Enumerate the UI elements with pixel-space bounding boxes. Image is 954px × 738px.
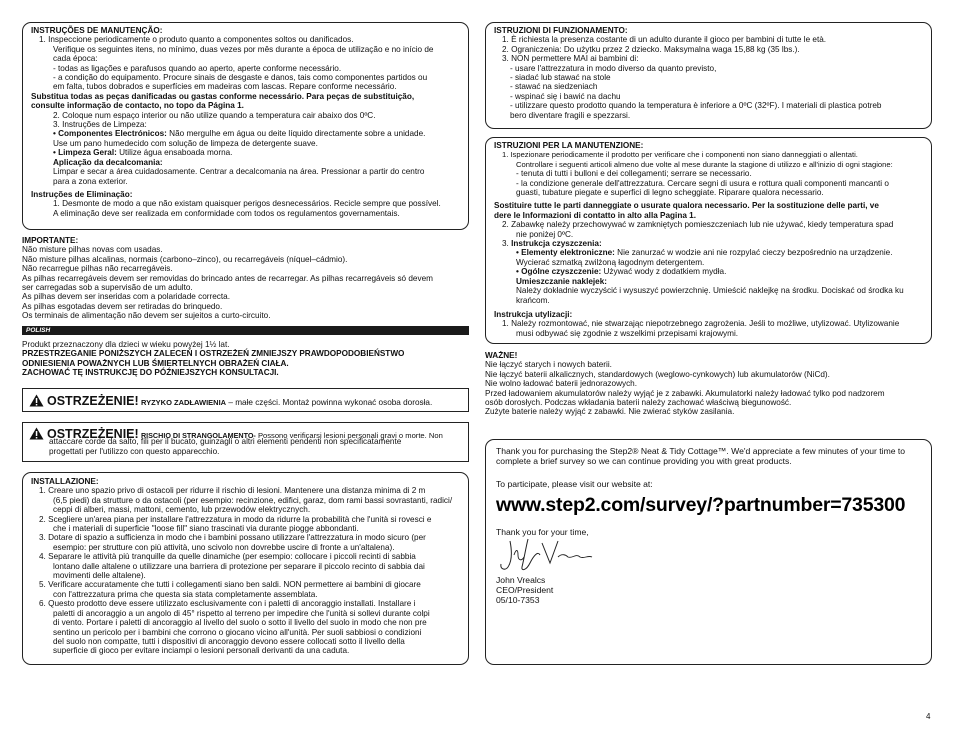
pl-maint-line: musi odbywać się zgodnie z wszelkimi przepisami krajowymi. xyxy=(516,328,739,338)
it-operating-box xyxy=(485,22,932,129)
it-maintenance-box xyxy=(485,137,932,344)
it-inst-line: 4. Separare le attività più tranquille da quelle dinamiche (per esempio: collocare i piccoli recinti di sabbia xyxy=(39,552,416,562)
it-func-line: 2. Ograniczenia: Do użytku przez 2 dziecko. Maksymalna waga 15,88 kg (35 lbs.). xyxy=(502,44,800,54)
it-func-line: - usare l'attrezzatura in modo diverso da quanto previsto, xyxy=(510,63,717,73)
pt-maint-line: Use um pano humedecido com solução de limpeza de detergente suave. xyxy=(53,138,318,148)
pt-maint-line: 1. Desmonte de modo a que não existam quaisquer perigos desnecessários. Recicle sempre que possível. xyxy=(53,199,441,209)
it-func-line: 1. È richiesta la presenza costante di un adulto durante il gioco per bambini di tutte le età. xyxy=(502,35,827,45)
pt-maint-line xyxy=(31,148,460,157)
pl-important-line: Nie wolno ładować baterii jednorazowych. xyxy=(485,379,638,389)
page-number: 4 xyxy=(926,712,931,721)
pl-disposal-title: Instrukcja utylizacji: xyxy=(494,309,573,319)
it-inst-line: lontano dalle altalene o utilizzare una barriera di protezione per separare il piccolo recinto di sabbia dai xyxy=(53,561,425,571)
warning-title: OSTRZEŻENIE! xyxy=(47,394,139,408)
pt-maint-line: Substitua todas as peças danificadas ou gastas conforme necessário. Para peças de substituição, xyxy=(31,91,415,101)
pl-maint-line xyxy=(494,267,923,276)
pt-maint-line: - a condição do equipamento. Procure sinais de desgaste e danos, tais como componentes partidos ou xyxy=(53,73,428,83)
warning-subtitle: RYZYKO ZADŁAWIENIA xyxy=(140,398,227,407)
pl-maint-line: Sostituire tutte le parti danneggiate o usurate qualora necessario. Per la sostituzione delle parti, ve xyxy=(494,201,879,211)
survey-intro-line: complete a brief survey so we can continue providing you with great products. xyxy=(496,456,792,466)
it-inst-line: 5. Verificare accuratamente che tutti i collegamenti siano ben saldi. NON permettere ai bambini di giocare xyxy=(39,580,421,590)
pt-maint-line xyxy=(31,129,460,138)
polish-intro-line: Produkt przeznaczony dla dzieci w wieku powyżej 1½ lat. xyxy=(22,340,230,349)
warning2-line: progettati per l'utilizzo con questo apparecchio. xyxy=(49,446,220,456)
pt-maint-line: em falta, tubos dobrados e superfícies em madeiras com lascas. Repare conforme necessário. xyxy=(53,82,397,92)
signature xyxy=(496,537,636,575)
pt-important-line: Não misture pilhas alcalinas, normais (carbono–zinco), ou recarregáveis (níquel–cádmio). xyxy=(22,254,348,264)
pt-maint-line: A eliminação deve ser realizada em conformidade com todos os regulamentos governamentais. xyxy=(53,208,400,218)
pt-maint-line: Limpar e secar a área cuidadosamente. Centrar a decalcomania na área. Pressionar a partir do centro xyxy=(53,167,425,177)
pl-maint-line: dere le Informazioni di contatto in alto alla Pagina 1. xyxy=(494,210,696,220)
signer-name: John Vrealcs xyxy=(496,575,546,585)
pl-electronics-label: • Elementy elektroniczne: xyxy=(516,248,615,258)
pt-important-title: IMPORTANTE: xyxy=(22,236,79,245)
pl-important-section xyxy=(485,351,932,417)
warning-text: – małe części. Montaż powinna wykonać osoba dorosła. xyxy=(226,398,433,407)
survey-intro-line: Thank you for purchasing the Step2® Neat & Tidy Cottage™. We'd appreciate a few minutes of your time to xyxy=(496,446,906,456)
choking-warning-box xyxy=(22,388,469,412)
signer-role: CEO/President xyxy=(496,585,554,595)
it-inst-line: di vento. Portare i paletti di ancoraggio al livello del suolo o sotto il livello del suolo in modo che non pre xyxy=(53,618,427,628)
survey-box xyxy=(485,439,932,665)
pt-important-line: As pilhas esgotadas devem ser retiradas do brinquedo. xyxy=(22,301,223,311)
pl-maint-line: Controllare i seguenti articoli almeno due volte al mese durante la stagione di utilizzo e all'inizio di ogni stagione: xyxy=(516,159,893,169)
warning2-line: attaccare corde da salto, fili per il bucato, guinzagli o altri elementi pendenti non specificatamente xyxy=(49,437,402,447)
it-inst-line: 6. Questo prodotto deve essere utilizzato esclusivamente con i paletti di ancoraggio installati. Installare i xyxy=(39,599,416,609)
pt-electronics-text: Não mergulhe em água ou deite líquido directamente sobre a unidade. xyxy=(166,129,426,139)
signature-text xyxy=(600,551,605,560)
pt-maint-line: consulte informação de contacto, no topo da Página 1. xyxy=(31,101,244,111)
pt-important-line: ser carregadas sob a supervisão de um adulto. xyxy=(22,283,193,293)
it-inst-line: 3. Dotare di spazio a sufficienza in modo che i bambini possano utilizzare l'attrezzatura in modo sicuro (per xyxy=(39,533,426,543)
it-func-line: - wspinać się i bawić na dachu xyxy=(510,91,621,101)
pl-general-text: Używać wody z dodatkiem mydła. xyxy=(601,267,727,277)
pl-maint-line xyxy=(494,248,923,257)
pt-maint-line: - todas as ligações e parafusos quando ao aperto, aperte conforme necessário. xyxy=(53,63,342,73)
it-installation-title: INSTALLAZIONE: xyxy=(31,477,99,486)
polish-intro-line: ZACHOWAĆ TĘ INSTRUKCJĘ DO PÓŹNIEJSZYCH KONSULTACJI. xyxy=(22,368,279,378)
warning-text: Possono verificarsi lesioni personali gravi o morte. Non xyxy=(255,431,443,440)
warning-triangle-icon xyxy=(29,427,44,440)
pt-important-line: As pilhas recarregáveis devem ser removidas do brincado antes de recarregar. As pilhas recarregáveis só devem xyxy=(22,273,433,283)
pt-maint-line: para a zona exterior. xyxy=(53,176,128,186)
survey-thanks-line: Thank you for your time, xyxy=(496,527,589,537)
survey-participate-line: To participate, please visit our website at: xyxy=(496,479,653,489)
pt-maintenance-box xyxy=(22,22,469,230)
it-inst-line: (6,5 piedi) da strutture o da ostacoli (per esempio: recinzione, edifici, garaz, dom rami bassi sovrastanti, radici/ xyxy=(53,495,453,505)
pt-important-line: Não misture pilhas novas com usadas. xyxy=(22,245,163,255)
pl-maint-line: - la condizione generale dell'attrezzatura. Cercare segni di usura e rottura quali componenti mancanti o xyxy=(516,178,889,188)
pl-maint-line: Wycierać szmatką zwilżoną łagodnym detergentem. xyxy=(516,257,705,267)
pl-important-line: Przed ładowaniem akumulatorów należy wyjąć je z zabawki. Akumulatorki należy ładować tylko pod nadzorem xyxy=(485,388,885,398)
pt-important-line: Os terminais de alimentação não devem ser sujeitos a curto-circuito. xyxy=(22,311,271,321)
polish-intro-line: ODNIESIENIA POWAŻNYCH LUB ŚMIERTELNYCH OBRAŻEŃ CIAŁA. xyxy=(22,358,289,368)
pt-general-label: • Limpeza Geral: xyxy=(53,148,117,158)
pl-maint-line: 2. Zabawkę należy przechowywać w zamkniętych pomieszczeniach lub nie używać, kiedy temperatura spad xyxy=(502,220,894,230)
pt-disposal-title: Instruções de Eliminação: xyxy=(31,189,133,199)
polish-language-bar: POLISH xyxy=(22,326,469,335)
pl-maint-line: 1. Należy rozmontować, nie stwarzając niepotrzebnego zagrożenia. Jeśli to możliwe, utylizować. Utylizowanie xyxy=(502,319,900,329)
pl-important-title: WAŻNE! xyxy=(485,351,518,360)
it-func-line: 3. NON permettere MAI ai bambini di: xyxy=(502,54,639,64)
pl-maint-line: 1. Ispezionare periodicamente il prodotto per verificare che i componenti non siano danneggiati o allentati. xyxy=(502,150,858,160)
polish-intro-line: PRZESTRZEGANIE PONIŻSZYCH ZALECEŃ I OSTRZEŻEŃ ZMNIEJSZY PRAWDOPODOBIEŃSTWO xyxy=(22,349,405,359)
it-maintenance-title: ISTRUZIONI PER LA MANUTENZIONE: xyxy=(494,141,644,150)
pl-important-line: Nie łączyć baterii alkalicznych, standardowych (weglowo-cynkowych) lub akumulatorów (NiCd). xyxy=(485,369,830,379)
pl-cleaning-title: Instrukcja czyszczenia: xyxy=(511,239,602,249)
pt-electronics-label: • Componentes Electrónicos: xyxy=(53,129,167,139)
pt-important-line: As pilhas devem ser inseridas com a polaridade correcta. xyxy=(22,292,230,302)
pt-maint-line: cada época: xyxy=(53,54,98,64)
it-func-line: bero diventare fragili e spezzarsi. xyxy=(510,110,631,120)
it-inst-line: ceppi di alberi, massi, mattoni, cemento, lub przewodów elektrycznych. xyxy=(53,505,311,515)
warning-triangle-icon xyxy=(29,394,44,407)
it-inst-line: 2. Scegliere un'area piana per installare l'attrezzatura in modo da ridurre la probabilità che l'unità si rovesci e xyxy=(39,514,432,524)
pl-general-label: • Ogólne czyszczenie: xyxy=(516,267,602,277)
signature-scribble xyxy=(496,537,596,573)
pl-maint-line: guasti, tubature piegate e superfici di legno scheggiate. Riparare qualora necessario. xyxy=(516,188,824,198)
it-inst-line: movimenti delle altalene). xyxy=(53,571,146,581)
pt-maint-line: 3. Instruções de Limpeza: xyxy=(53,120,147,130)
pl-maint-line xyxy=(494,239,923,248)
warning-title: OSTRZEŻENIE! xyxy=(47,427,139,441)
pt-important-line: Não recarregue pilhas não recarregáveis. xyxy=(22,264,173,274)
polish-intro xyxy=(22,340,469,378)
it-inst-line: con l'attrezzatura prima che questa sia stata completamente assemblata. xyxy=(53,589,318,599)
pl-important-line: osób dorosłych. Podczas wkładania baterii należy zachować właściwą biegunowość. xyxy=(485,398,792,408)
pl-electronics-text: Nie zanurzać w wodzie ani nie rozpylać cieczy bezpośrednio na urządzenie. xyxy=(614,248,893,258)
it-inst-line: sentino un pericolo per i bambini che corrono o giocano vicino all'unità. Per suoli sabbiosi o condizioni xyxy=(53,627,422,637)
it-func-line: - siadać lub stawać na stole xyxy=(510,73,611,83)
strangulation-warning-box xyxy=(22,422,469,462)
it-inst-line: 1. Creare uno spazio privo di ostacoli per ridurre il rischio di lesioni. Mantenere una distanza minima di 2 m xyxy=(39,486,426,496)
pl-maint-line: krańcom. xyxy=(516,295,550,305)
it-inst-line: del suolo non compatte, tutti i dispositivi di ancoraggio devono essere collocati sotto il livello della xyxy=(53,636,405,646)
pt-maint-line: Verifique os seguintes itens, no mínimo, duas vezes por mês durante a época de utilização e no início de xyxy=(53,44,434,54)
pt-maint-line: 1. Inspeccione periodicamente o produto quanto a componentes soltos ou danificados. xyxy=(39,35,354,45)
pl-important-line: Nie łączyć starych i nowych baterii. xyxy=(485,360,612,370)
it-func-line: - utilizzare questo prodotto quando la temperatura è inferiore a 0ºC (32ºF). I materiali di plastica potreb xyxy=(510,101,882,111)
warning-subtitle: RISCHIO DI STRANGOLAMENTO- xyxy=(140,431,256,440)
it-operating-title: ISTRUZIONI DI FUNZIONAMENTO: xyxy=(494,26,628,35)
pt-maint-line: Aplicação da decalcomania: xyxy=(53,157,163,167)
it-installation-box xyxy=(22,472,469,665)
pl-important-line: Zużyte baterie należy wyjąć z zabawki. Nie zwierać styków zasilania. xyxy=(485,407,735,417)
pt-maint-line: 2. Coloque num espaço interior ou não utilize quando a temperatura cair abaixo dos 0ºC. xyxy=(53,110,376,120)
it-inst-line: che i materiali di superficie "loose fill" siano trascinati via durante piogge abbondanti. xyxy=(53,524,359,534)
pl-maint-line: Umieszczanie naklejek: xyxy=(516,276,608,286)
pl-step-number: 3. xyxy=(502,239,512,249)
pl-maint-line: Należy dokładnie wyczyścić i wysuszyć powierzchnię. Umieścić naklejkę na środku. Dociskać od środka ku xyxy=(516,286,904,296)
it-func-line: - stawać na siedzeniach xyxy=(510,82,598,92)
pt-maintenance-title: INSTRUÇÕES DE MANUTENÇÃO: xyxy=(31,26,163,35)
document-code: 05/10-7353 xyxy=(496,595,540,605)
pt-general-text: Utilize água ensaboada morna. xyxy=(116,148,233,158)
pl-maint-line: nie poniżej 0ºC. xyxy=(516,229,574,239)
it-inst-line: paletti di ancoraggio a un angolo di 45° rispetto al terreno per impedire che l'unità si sollevi durante colpi xyxy=(53,608,430,618)
it-inst-line: superficie di gioco per evitare inciampi o lesioni personali derivanti da una caduta. xyxy=(53,646,350,656)
it-inst-line: esempio: per strutture con più attività, uno scivolo non dovrebbe uscire di fronte a un'altalena). xyxy=(53,542,395,552)
pt-important-section xyxy=(22,236,469,321)
survey-url-link[interactable]: www.step2.com/survey/?partnumber=735300 xyxy=(496,494,906,516)
pl-maint-line: - tenuta di tutti i bulloni e dei collegamenti; serrare se necessario. xyxy=(516,169,752,179)
